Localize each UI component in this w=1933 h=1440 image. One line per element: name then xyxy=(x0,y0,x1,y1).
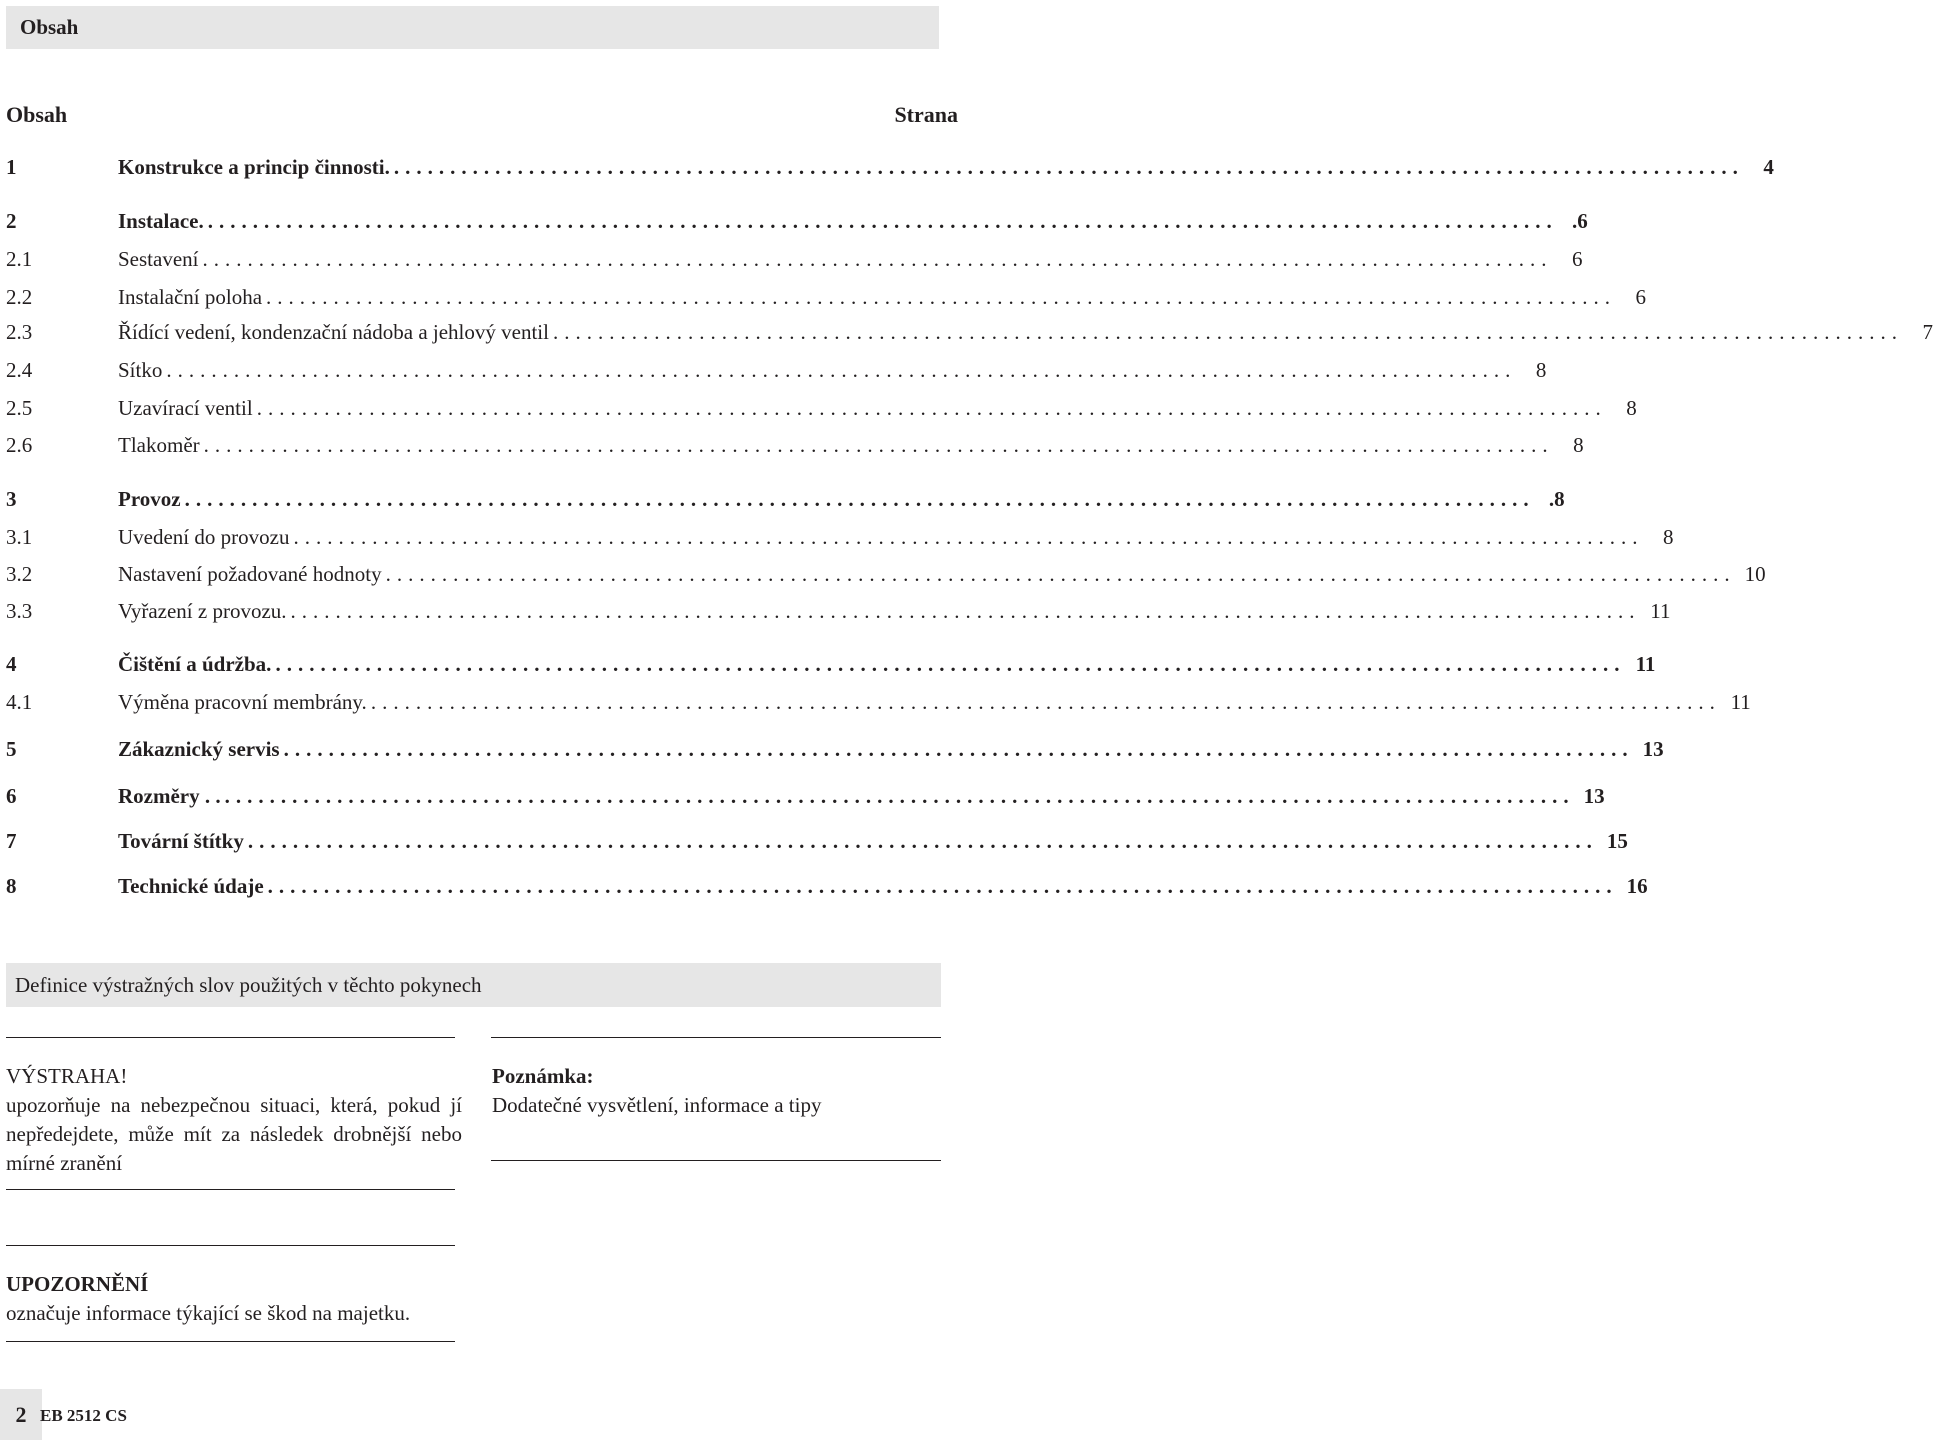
toc-leader-dots: ........................................................................................................................ xyxy=(256,395,1607,420)
toc-entry xyxy=(6,596,1671,626)
toc-entry xyxy=(6,522,1674,552)
toc-entry xyxy=(6,559,1766,589)
toc-entry-number: 2.2 xyxy=(6,284,33,309)
toc-leader-dots: ........................................................................................................................ xyxy=(385,561,1736,586)
section-header-bar xyxy=(6,6,939,49)
toc-entry-title: Konstrukce a princip činnosti. xyxy=(118,154,390,179)
toc-entry-page: 6 xyxy=(1571,246,1583,271)
toc-leader-dots: ........................................................................................................................ xyxy=(184,486,1535,511)
caution-label: UPOZORNĚNÍ xyxy=(6,1272,149,1296)
toc-entry xyxy=(6,734,1664,764)
toc-entry-page: 16 xyxy=(1626,873,1648,898)
toc-leader-dots: ........................................................................................................................ xyxy=(290,598,1641,623)
toc-entry-page: 15 xyxy=(1606,828,1628,853)
toc-entry-title: Zákaznický servis xyxy=(118,736,280,761)
toc-entry-title: Uzavírací ventil xyxy=(118,395,253,420)
warning-bottom-rule xyxy=(6,1189,455,1190)
toc-entry-page: 7 xyxy=(1922,319,1933,344)
toc-entry-page: 13 xyxy=(1583,783,1605,808)
toc-entry xyxy=(6,317,1933,347)
toc-heading: Obsah xyxy=(6,102,68,127)
caution-box xyxy=(6,1270,476,1328)
toc-entry-page: 13 xyxy=(1642,736,1664,761)
toc-entry xyxy=(6,687,1751,717)
note-bottom-rule xyxy=(491,1160,941,1161)
toc-entry-page: 10 xyxy=(1744,561,1766,586)
toc-entry-title: Uvedení do provozu xyxy=(118,524,290,549)
toc-entry xyxy=(6,826,1628,856)
toc-entry-number: 3.1 xyxy=(6,524,33,549)
toc-entry-title: Nastavení požadované hodnoty xyxy=(118,561,382,586)
toc-entry xyxy=(6,355,1547,385)
warning-box xyxy=(6,1062,462,1178)
toc-entry-number: 5 xyxy=(6,736,17,761)
toc-entry-number: 2.4 xyxy=(6,357,33,382)
toc-entry-page: 11 xyxy=(1635,651,1656,676)
toc-entry-page: 4 xyxy=(1763,154,1774,179)
caution-top-rule xyxy=(6,1245,455,1246)
toc-leader-dots: ........................................................................................................................ xyxy=(202,246,1553,271)
toc-entry-number: 3.3 xyxy=(6,598,33,623)
toc-entry xyxy=(6,781,1605,811)
toc-leader-dots: ........................................................................................................................ xyxy=(166,357,1517,382)
toc-entry-page: 8 xyxy=(1626,395,1637,420)
note-text: Dodatečné vysvětlení, informace a tipy xyxy=(492,1093,822,1117)
note-label: Poznámka: xyxy=(492,1064,594,1088)
toc-leader-dots: ........................................................................................................................ xyxy=(224,783,1575,808)
toc-entry-number: 3.2 xyxy=(6,561,33,586)
toc-entry-page: 8 xyxy=(1662,524,1674,549)
toc-entry-page: 8 xyxy=(1573,432,1584,457)
toc-leader-dots: ........................................................................................................................ xyxy=(267,873,1618,898)
toc-entry xyxy=(6,649,1656,679)
toc-entry-title: Rozměry . . xyxy=(118,783,221,808)
toc-leader-dots: ........................................................................................................................ xyxy=(207,208,1558,233)
toc-entry-number: 3 xyxy=(6,486,17,511)
toc-entry-title: Sestavení xyxy=(118,246,199,271)
toc-entry-number: 2.5 xyxy=(6,395,33,420)
warning-top-rule xyxy=(6,1037,455,1038)
toc-leader-dots: ........................................................................................................................ xyxy=(275,651,1626,676)
section-title: Obsah xyxy=(20,15,79,39)
toc-entry-page: .6 xyxy=(1572,208,1588,233)
toc-entry-number: 2.6 xyxy=(6,432,33,457)
toc-entry xyxy=(6,430,1584,460)
toc-entry xyxy=(6,282,1647,312)
toc-entry-page: 11 xyxy=(1650,598,1671,623)
toc-entry xyxy=(6,484,1565,514)
note-top-rule xyxy=(491,1037,941,1038)
toc-leader-dots: ........................................................................................................................ xyxy=(370,689,1721,714)
caution-bottom-rule xyxy=(6,1341,455,1342)
toc-entry-title: Provoz xyxy=(118,486,181,511)
toc-leader-dots: ........................................................................................................................ xyxy=(203,432,1554,457)
warning-label: VÝSTRAHA! xyxy=(6,1064,128,1088)
caution-text: označuje informace týkající se škod na majetku. xyxy=(6,1301,411,1325)
toc-entry xyxy=(6,393,1637,423)
toc-page-heading: Strana xyxy=(894,102,958,127)
toc-entry xyxy=(6,244,1583,274)
toc-entry-page: 8 xyxy=(1535,357,1547,382)
toc-entry-title: Vyřazení z provozu. xyxy=(118,598,287,623)
definitions-header-bar xyxy=(6,963,941,1007)
toc-entry-number: 1 xyxy=(6,154,17,179)
toc-entry-title: Výměna pracovní membrány. xyxy=(118,689,367,714)
toc-entry-number: 2.1 xyxy=(6,246,33,271)
toc-entry-number: 2.3 xyxy=(6,319,33,344)
toc-entry-title: Sítko xyxy=(118,357,163,382)
toc-entry-number: 4 xyxy=(6,651,17,676)
toc-entry-number: 6 xyxy=(6,783,17,808)
toc-entry-title: Instalační poloha xyxy=(118,284,263,309)
toc-leader-dots: ........................................................................................................................ xyxy=(247,828,1598,853)
toc-leader-dots: ........................................................................................................................ xyxy=(552,319,1903,344)
page-number: 2 xyxy=(0,1389,42,1440)
toc-entry xyxy=(6,152,1774,182)
toc-entry xyxy=(6,871,1648,901)
toc-entry-number: 8 xyxy=(6,873,17,898)
toc-entry-page: 11 xyxy=(1730,689,1751,714)
toc-entry xyxy=(6,206,1588,236)
toc-entry-title: Tlakoměr xyxy=(118,432,200,457)
toc-leader-dots: ........................................................................................................................ xyxy=(393,154,1744,179)
document-id: EB 2512 CS xyxy=(40,1406,127,1425)
toc-entry-page: .8 xyxy=(1548,486,1565,511)
note-box xyxy=(492,1062,942,1120)
toc-entry-title: Technické údaje xyxy=(118,873,264,898)
warning-text: upozorňuje na nebezpečnou situaci, která, pokud jí nepředejdete, může mít za následek drobnější nebo mírné zranění xyxy=(6,1093,462,1175)
definitions-title: Definice výstražných slov použitých v těchto pokynech xyxy=(15,972,482,997)
toc-entry-number: 2 xyxy=(6,208,17,233)
toc-entry-title: Čištění a údržba. xyxy=(118,651,272,676)
toc-leader-dots: ........................................................................................................................ xyxy=(293,524,1644,549)
toc-entry-title: Instalace. xyxy=(118,208,204,233)
toc-leader-dots: ........................................................................................................................ xyxy=(266,284,1617,309)
toc-entry-number: 7 xyxy=(6,828,17,853)
toc-leader-dots: ........................................................................................................................ xyxy=(283,736,1634,761)
toc-entry-title: Řídící vedení, kondenzační nádoba a jehlový ventil xyxy=(118,319,549,344)
toc-entry-page: 6 xyxy=(1635,284,1647,309)
toc-entry-number: 4.1 xyxy=(6,689,33,714)
toc-entry-title: Tovární štítky xyxy=(118,828,244,853)
